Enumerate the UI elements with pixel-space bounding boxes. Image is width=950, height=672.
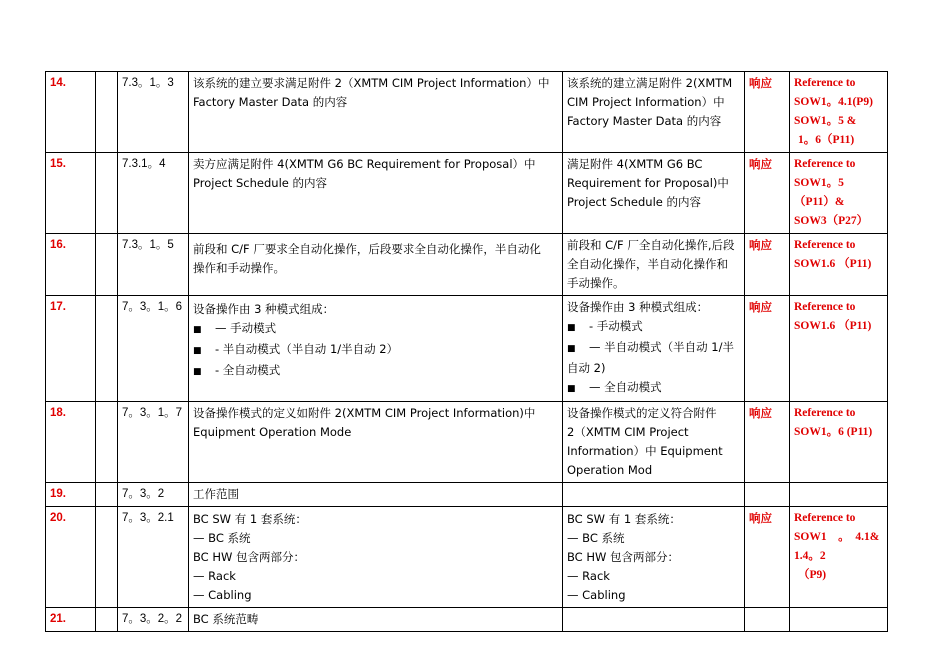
response-text: 该系统的建立满足附件 2(XMTM CIM Project Information）中 Factory Master Data 的内容 bbox=[563, 72, 745, 153]
bullet-icon: ■ bbox=[567, 344, 576, 354]
reference-text bbox=[790, 483, 888, 507]
blank-cell bbox=[96, 153, 118, 234]
requirements-table bbox=[45, 71, 888, 632]
bullet-icon: ■ bbox=[193, 346, 202, 356]
compliance-status: 响应 bbox=[745, 234, 790, 296]
table-row bbox=[46, 72, 888, 153]
response-text: BC SW 有 1 套系统： — BC 系统 BC HW 包含两部分： — Rack — Cabling bbox=[563, 507, 745, 608]
compliance-status bbox=[745, 608, 790, 632]
requirement-text: 设备操作模式的定义如附件 2(XMTM CIM Project Information)中 Equipment Operation Mode bbox=[189, 402, 563, 483]
compliance-status: 响应 bbox=[745, 153, 790, 234]
response-text: 前段和 C/F 厂全自动化操作,后段 全自动化操作，半自动化操作和 手动操作。 bbox=[563, 234, 745, 296]
table-row bbox=[46, 402, 888, 483]
blank-cell bbox=[96, 402, 118, 483]
blank-cell bbox=[96, 234, 118, 296]
compliance-status: 响应 bbox=[745, 507, 790, 608]
section-number: 7。3。1。7 bbox=[118, 402, 189, 483]
table-row bbox=[46, 296, 888, 402]
row-number: 20. bbox=[46, 507, 96, 608]
compliance-status: 响应 bbox=[745, 402, 790, 483]
row-number: 21. bbox=[46, 608, 96, 632]
section-number: 7.3。1。5 bbox=[118, 234, 189, 296]
section-number: 7。3。2 bbox=[118, 483, 189, 507]
reference-text: Reference to SOW1。4.1(P9) SOW1。5 & 1。6（P11) bbox=[790, 72, 888, 153]
row-number: 14. bbox=[46, 72, 96, 153]
reference-text: Reference to SOW1 。 4.1& 1.4。2 （P9) bbox=[790, 507, 888, 608]
reference-text: Reference to SOW1。6 (P11) bbox=[790, 402, 888, 483]
section-number: 7.3.1。4 bbox=[118, 153, 189, 234]
blank-cell bbox=[96, 483, 118, 507]
blank-cell bbox=[96, 296, 118, 402]
list-item: ■ — 全自动模式 bbox=[567, 378, 740, 399]
section-number: 7。3。2。2 bbox=[118, 608, 189, 632]
list-item: ■ - 手动模式 bbox=[567, 317, 740, 338]
requirement-text: 前段和 C/F 厂要求全自动化操作，后段要求全自动化操作，半自动化 操作和手动操作。 bbox=[189, 234, 563, 296]
requirement-text: 工作范围 bbox=[189, 483, 563, 507]
blank-cell bbox=[96, 608, 118, 632]
requirement-text: 卖方应满足附件 4(XMTM G6 BC Requirement for Proposal）中 Project Schedule 的内容 bbox=[189, 153, 563, 234]
reference-text: Reference to SOW1。5 （P11）& SOW3（P27） bbox=[790, 153, 888, 234]
table-row bbox=[46, 608, 888, 632]
requirement-text: 该系统的建立要求满足附件 2（XMTM CIM Project Information）中 Factory Master Data 的内容 bbox=[189, 72, 563, 153]
response-text: 设备操作由 3 种模式组成： ■ - 手动模式 ■ — 半自动模式（半自动 1/半 自动 2) ■ — 全自动模式 bbox=[563, 296, 745, 402]
bullet-icon: ■ bbox=[193, 367, 202, 377]
list-item: ■ — 半自动模式（半自动 1/半 bbox=[567, 338, 740, 359]
reference-text: Reference to SOW1.6 （P11) bbox=[790, 234, 888, 296]
section-number: 7。3。2.1 bbox=[118, 507, 189, 608]
section-number: 7。3。1。6 bbox=[118, 296, 189, 402]
table-row bbox=[46, 153, 888, 234]
section-number: 7.3。1。3 bbox=[118, 72, 189, 153]
compliance-status: 响应 bbox=[745, 296, 790, 402]
requirement-text: BC 系统范畴 bbox=[189, 608, 563, 632]
list-item: ■ - 半自动模式（半自动 1/半自动 2） bbox=[193, 340, 558, 361]
row-number: 18. bbox=[46, 402, 96, 483]
row-number: 17. bbox=[46, 296, 96, 402]
response-text bbox=[563, 483, 745, 507]
response-text: 设备操作模式的定义符合附件 2（XMTM CIM Project Information）中 Equipment Operation Mod bbox=[563, 402, 745, 483]
table-row bbox=[46, 234, 888, 296]
requirement-text: 设备操作由 3 种模式组成： ■ — 手动模式 ■ - 半自动模式（半自动 1/半自动 2） ■ - 全自动模式 bbox=[189, 296, 563, 402]
blank-cell bbox=[96, 507, 118, 608]
row-number: 15. bbox=[46, 153, 96, 234]
response-text: 满足附件 4(XMTM G6 BC Requirement for Proposal)中 Project Schedule 的内容 bbox=[563, 153, 745, 234]
bullet-icon: ■ bbox=[193, 325, 202, 335]
list-item: ■ — 手动模式 bbox=[193, 319, 558, 340]
table-row bbox=[46, 483, 888, 507]
list-item: ■ - 全自动模式 bbox=[193, 361, 558, 382]
response-text bbox=[563, 608, 745, 632]
compliance-status bbox=[745, 483, 790, 507]
compliance-status: 响应 bbox=[745, 72, 790, 153]
requirement-text: BC SW 有 1 套系统： — BC 系统 BC HW 包含两部分： — Rack — Cabling bbox=[189, 507, 563, 608]
row-number: 19. bbox=[46, 483, 96, 507]
table-row bbox=[46, 507, 888, 608]
reference-text: Reference to SOW1.6 （P11) bbox=[790, 296, 888, 402]
reference-text bbox=[790, 608, 888, 632]
row-number: 16. bbox=[46, 234, 96, 296]
bullet-icon: ■ bbox=[567, 323, 576, 333]
bullet-icon: ■ bbox=[567, 384, 576, 394]
blank-cell bbox=[96, 72, 118, 153]
